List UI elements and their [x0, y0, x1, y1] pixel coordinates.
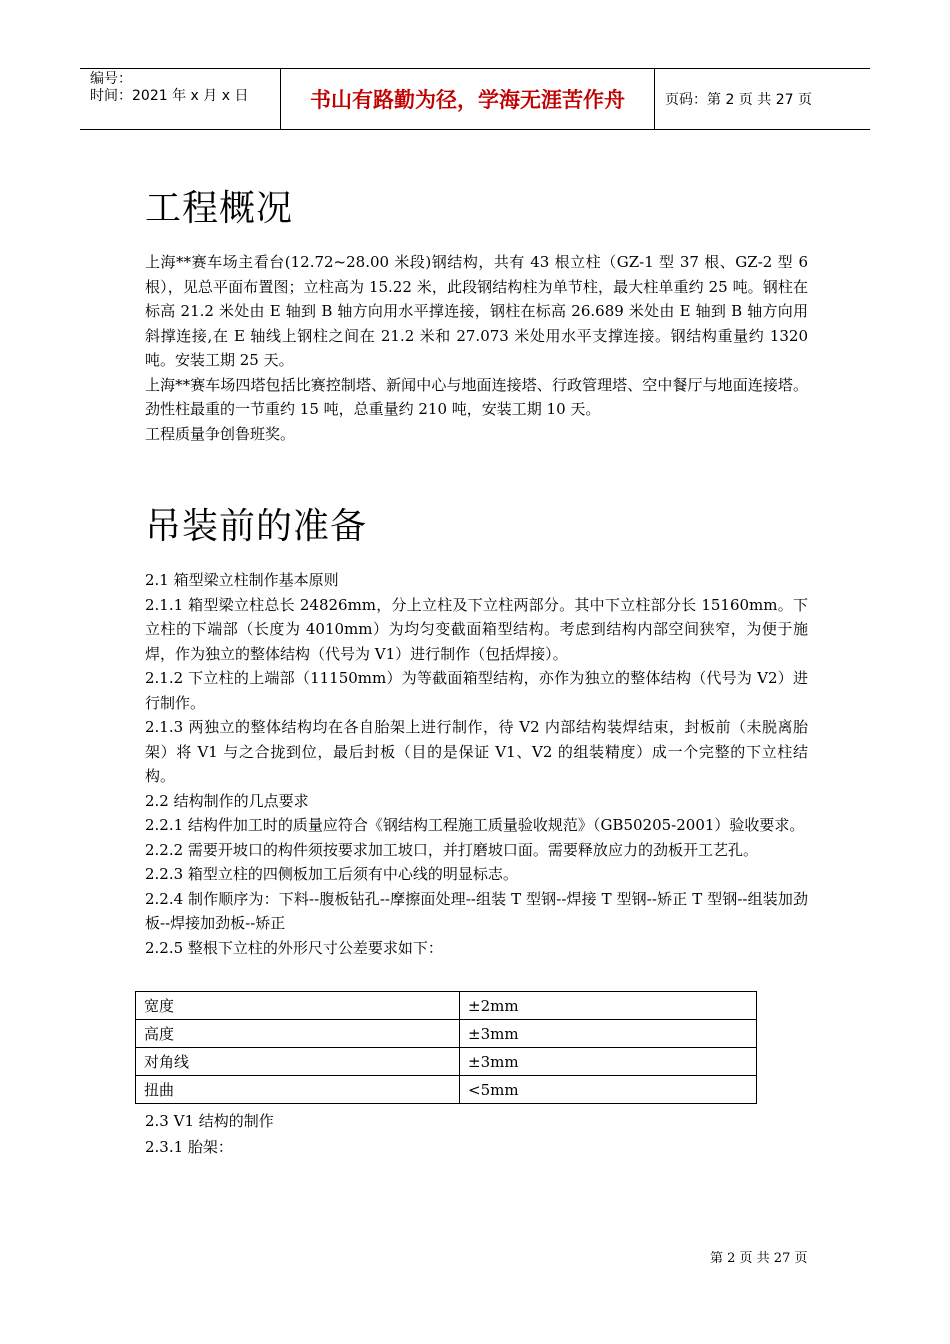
after-table-text	[145, 1108, 274, 1160]
header-meta	[80, 69, 281, 129]
table-cell: 扭曲	[136, 1076, 460, 1104]
prep-line: 2.1.3 两独立的整体结构均在各自胎架上进行制作，待 V2 内部结构装焊结束，封板前（未脱离胎架）将 V1 与之合拢到位，最后封板（目的是保证 V1、V2 的组装精度）成一个完整的下立柱结构。	[145, 718, 808, 785]
overview-paragraph-1: 上海**赛车场主看台(12.72~28.00 米段)钢结构，共有 43 根立柱（GZ-1 型 37 根、GZ-2 型 6 根），见总平面布置图；立柱高为 15.22 米，此段钢结构柱为单节柱，最大柱单重约 25 吨。钢柱在标高 21.2 米处由 E 轴到 B 轴方向用水平撑连接，钢柱在标高 26.689 米处由 E 轴到 B 轴方向用斜撑连接,在 E 轴线上钢柱之间在 21.2 米和 27.073 米处用水平支撑连接。钢结构重量约 1320 吨。安装工期 25 天。	[145, 253, 808, 369]
section-title-preparation: 吊装前的准备	[145, 506, 368, 547]
prep-line: 2.2.4 制作顺序为：下料--腹板钻孔--摩擦面处理--组装 T 型钢--焊接 T 型钢--矫正 T 型钢--组装加劲板--焊接加劲板--矫正	[145, 889, 808, 932]
table-cell: 对角线	[136, 1048, 460, 1076]
table-cell: ±2mm	[460, 992, 757, 1020]
prep-line: 2.2.1 结构件加工时的质量应符合《钢结构工程施工质量验收规范》（GB50205-2001）验收要求。	[145, 816, 805, 834]
table-cell: 高度	[136, 1020, 460, 1048]
header-date: 时间：2021 年 x 月 x 日	[90, 88, 249, 104]
prep-line: 2.2.3 箱型立柱的四侧板加工后须有中心线的明显标志。	[145, 865, 518, 883]
table-row	[136, 1076, 757, 1104]
overview-paragraph-3: 工程质量争创鲁班奖。	[145, 424, 296, 443]
prep-line: 2.1.2 下立柱的上端部（11150mm）为等截面箱型结构，亦作为独立的整体结构（代号为 V2）进行制作。	[145, 669, 808, 712]
subsection-heading: 2.3 V1 结构的制作	[145, 1112, 274, 1130]
overview-body	[145, 250, 808, 446]
prep-line: 2.2.5 整根下立柱的外形尺寸公差要求如下：	[145, 938, 443, 957]
header-number: 编号：	[90, 71, 132, 87]
table-cell: ±3mm	[460, 1048, 757, 1076]
table-row	[136, 1048, 757, 1076]
prep-line: 2.1.1 箱型梁立柱总长 24826mm，分上立柱及下立柱两部分。其中下立柱部分长 15160mm。下立柱的下端部（长度为 4010mm）为均匀变截面箱型结构。考虑到结构内部空间狭窄，为便于施焊，作为独立的整体结构（代号为 V1）进行制作（包括焊接）。	[145, 595, 808, 663]
header-page-info: 页码：第 2 页 共 27 页	[665, 92, 812, 108]
table-row	[136, 992, 757, 1020]
overview-paragraph-2: 上海**赛车场四塔包括比赛控制塔、新闻中心与地面连接塔、行政管理塔、空中餐厅与地面连接塔。劲性柱最重的一节重约 15 吨，总重量约 210 吨，安装工期 10 天。	[145, 375, 808, 418]
prep-line: 2.2 结构制作的几点要求	[145, 791, 309, 810]
page-footer: 第 2 页 共 27 页	[710, 1251, 808, 1266]
page-header	[80, 68, 870, 130]
header-motto: 书山有路勤为径，学海无涯苦作舟	[281, 69, 655, 129]
table-cell: ±3mm	[460, 1020, 757, 1048]
table-cell: 宽度	[136, 992, 460, 1020]
tolerance-table	[135, 991, 757, 1104]
section-title-overview: 工程概况	[145, 188, 294, 229]
prep-line: 2.1 箱型梁立柱制作基本原则	[145, 571, 339, 589]
subsection-heading: 2.3.1 胎架：	[145, 1138, 233, 1156]
table-row	[136, 1020, 757, 1048]
prep-line: 2.2.2 需要开坡口的构件须按要求加工坡口，并打磨坡口面。需要释放应力的劲板开工艺孔。	[145, 840, 758, 859]
preparation-body	[145, 568, 808, 960]
table-cell: <5mm	[460, 1076, 757, 1104]
